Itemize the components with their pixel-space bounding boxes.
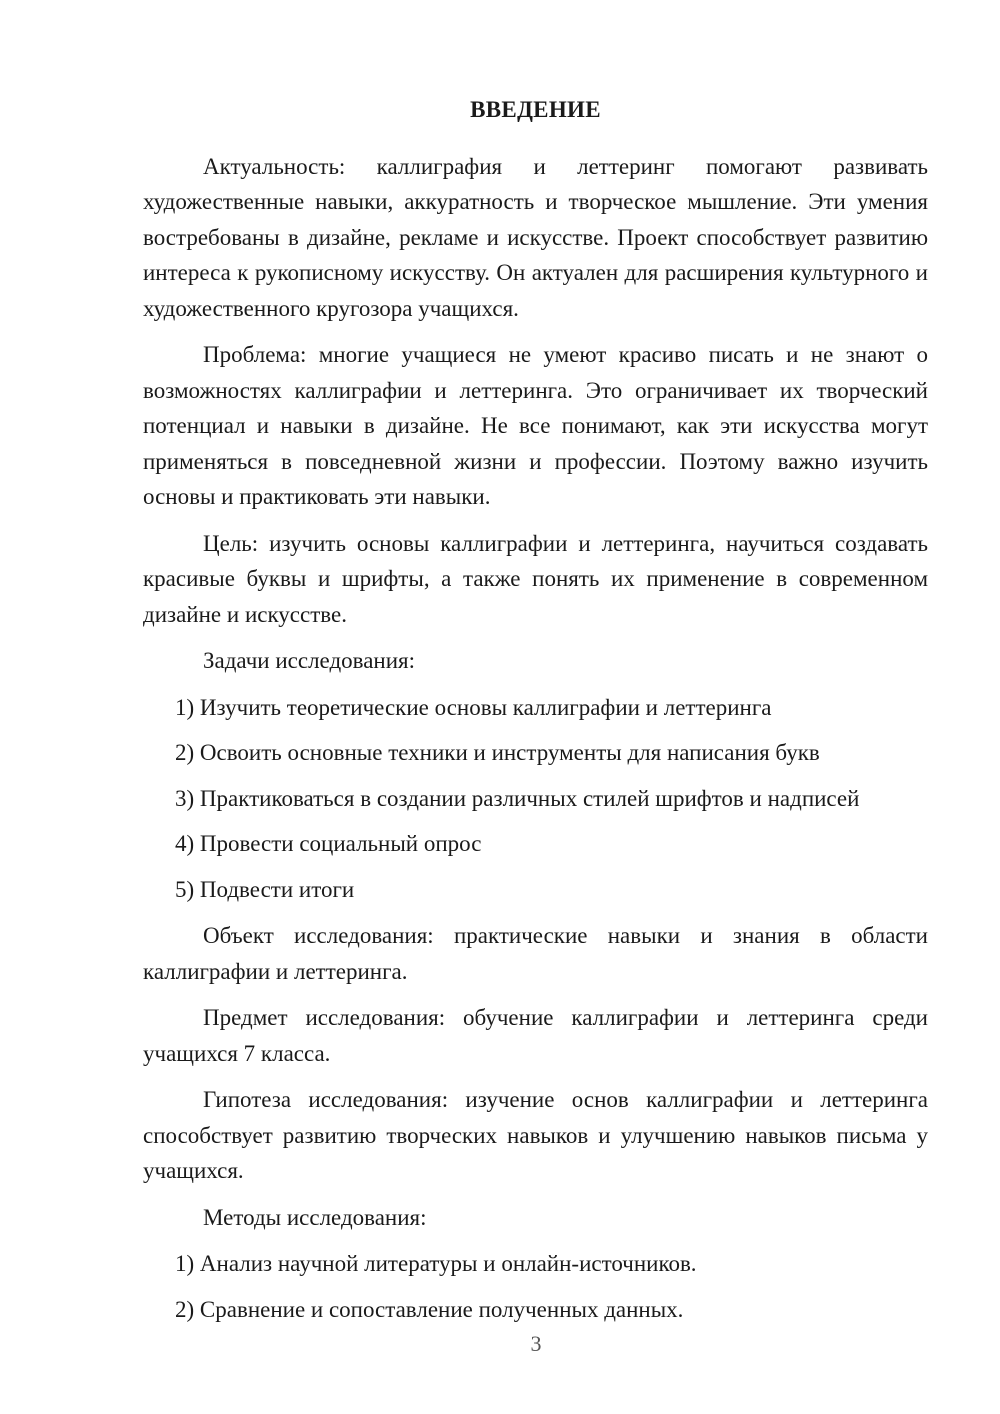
list-item: 2) Освоить основные техники и инструменты для написания букв bbox=[175, 740, 820, 765]
methods-list bbox=[143, 1246, 928, 1327]
list-item: 3) Практиковаться в создании различных стилей шрифтов и надписей bbox=[175, 785, 860, 811]
list-item: 5) Подвести итоги bbox=[175, 876, 355, 902]
goal-paragraph: Цель: изучить основы каллиграфии и леттеринга, научиться создавать красивые буквы и шрифты, а также понять их применение в современном дизайне и искусстве. bbox=[143, 530, 928, 627]
problem-paragraph: Проблема: многие учащиеся не умеют красиво писать и не знают о возможностях каллиграфии и леттеринга. Это ограничивает их творческий потенциал и навыки в дизайне. Не все понимают, как эти искусства могут применяться в повседневной жизни и профессии. Поэтому важно изучить основы и практиковать эти навыки. bbox=[143, 342, 928, 509]
methods-title: Методы исследования: bbox=[203, 1204, 427, 1230]
relevance-paragraph: Актуальность: каллиграфия и леттеринг помогают развивать художественные навыки, аккуратность и творческое мышление. Эти умения востребованы в дизайне, рекламе и искусстве. Проект способствует развитию интереса к рукописному искусству. Он актуален для расширения культурного и художественного кругозора учащихся. bbox=[143, 153, 928, 321]
tasks-title: Задачи исследования: bbox=[203, 648, 416, 673]
list-item: 4) Провести социальный опрос bbox=[175, 831, 482, 856]
page-content bbox=[143, 92, 928, 1338]
page-number: 3 bbox=[530, 1331, 542, 1356]
hypothesis-paragraph: Гипотеза исследования: изучение основ каллиграфии и леттеринга способствует развитию творческих навыков и улучшению навыков письма у учащихся. bbox=[143, 1087, 928, 1183]
page-title: ВВЕДЕНИЕ bbox=[470, 97, 601, 122]
list-item: 1) Анализ научной литературы и онлайн-источников. bbox=[175, 1251, 697, 1276]
tasks-list bbox=[143, 690, 928, 908]
list-item: 1) Изучить теоретические основы каллиграфии и леттеринга bbox=[175, 694, 772, 720]
list-item: 2) Сравнение и сопоставление полученных данных. bbox=[175, 1296, 684, 1322]
object-paragraph: Объект исследования: практические навыки и знания в области каллиграфии и леттеринга. bbox=[143, 923, 928, 984]
subject-paragraph: Предмет исследования: обучение каллиграфии и леттеринга среди учащихся 7 класса. bbox=[143, 1005, 928, 1066]
